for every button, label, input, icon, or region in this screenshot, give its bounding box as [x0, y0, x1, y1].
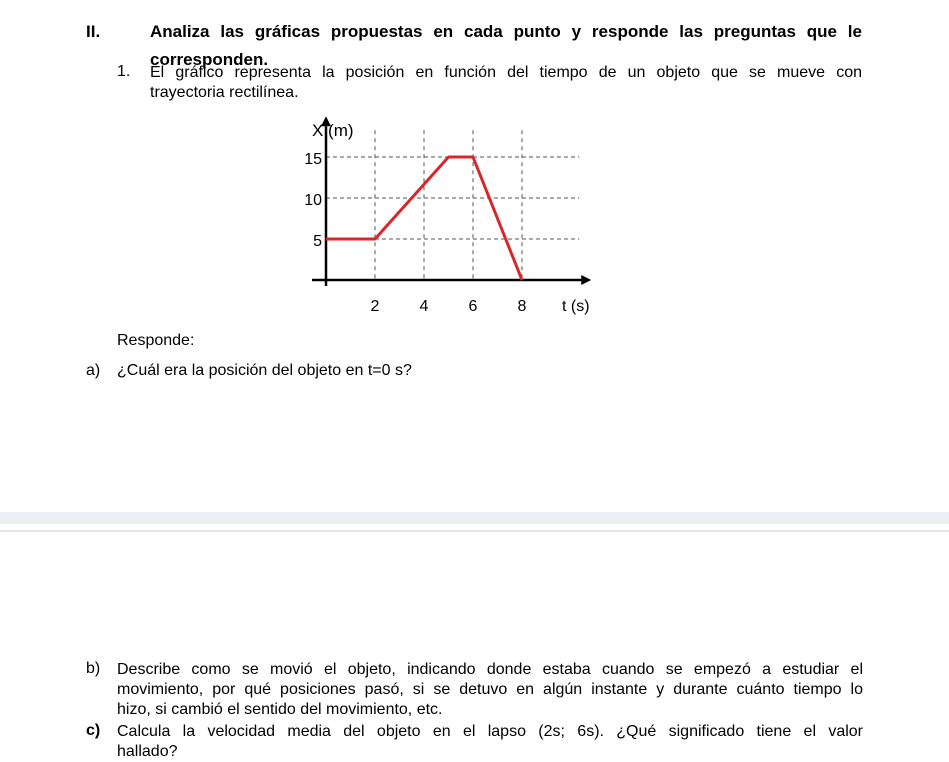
- section-number: II.: [86, 22, 101, 41]
- page-separator: [0, 512, 949, 524]
- x-axis-label: t (s): [562, 298, 590, 315]
- y-axis-label: X (m): [312, 121, 354, 140]
- page-separator-line: [0, 530, 949, 532]
- problem-number: 1.: [117, 63, 131, 80]
- question-b-line-1: Describe como se movió el objeto, indicando donde estaba cuando se empezó a estudiar el: [117, 661, 863, 678]
- x-tick-label-8: 8: [517, 298, 527, 315]
- question-b-line-3: hizo, si cambió el sentido del movimiento, etc.: [117, 701, 443, 718]
- y-tick-label-5: 5: [313, 233, 322, 250]
- chart-labels: [304, 121, 589, 315]
- question-c-line-1: Calcula la velocidad media del objeto en el lapso (2s; 6s). ¿Qué significado tiene el valor: [117, 723, 863, 740]
- problem-line-1: El gráfico representa la posición en función del tiempo de un objeto que se mueve con: [150, 64, 862, 81]
- section-title: Analiza las gráficas propuestas en cada punto y responde las preguntas que le: [150, 22, 862, 41]
- question-c-letter: c): [86, 722, 101, 739]
- question-b-line-2: movimiento, por qué posiciones pasó, si se detuvo en algún instante y durante cuánto tiempo lo: [117, 681, 863, 698]
- answers-intro: Responde:: [117, 332, 195, 349]
- position-time-chart: [290, 112, 620, 322]
- section-title-cont: corresponden.: [150, 50, 269, 69]
- question-a-text: ¿Cuál era la posición del objeto en t=0 s?: [117, 362, 412, 379]
- question-b-text: [117, 660, 863, 720]
- x-axis-arrow: [581, 275, 591, 285]
- y-tick-label-15: 15: [304, 151, 322, 168]
- y-tick-label-10: 10: [304, 192, 322, 209]
- x-tick-label-2: 2: [370, 298, 380, 315]
- question-c-line-2: hallado?: [117, 743, 178, 760]
- x-tick-label-4: 4: [419, 298, 429, 315]
- chart-axes: [312, 116, 591, 286]
- question-b-letter: b): [86, 660, 101, 677]
- chart-grid: [326, 130, 579, 280]
- problem-statement: [150, 63, 862, 103]
- question-a-letter: a): [86, 362, 101, 379]
- question-c-text: [117, 722, 863, 762]
- x-tick-label-6: 6: [468, 298, 478, 315]
- problem-line-2: trayectoria rectilínea.: [150, 84, 299, 101]
